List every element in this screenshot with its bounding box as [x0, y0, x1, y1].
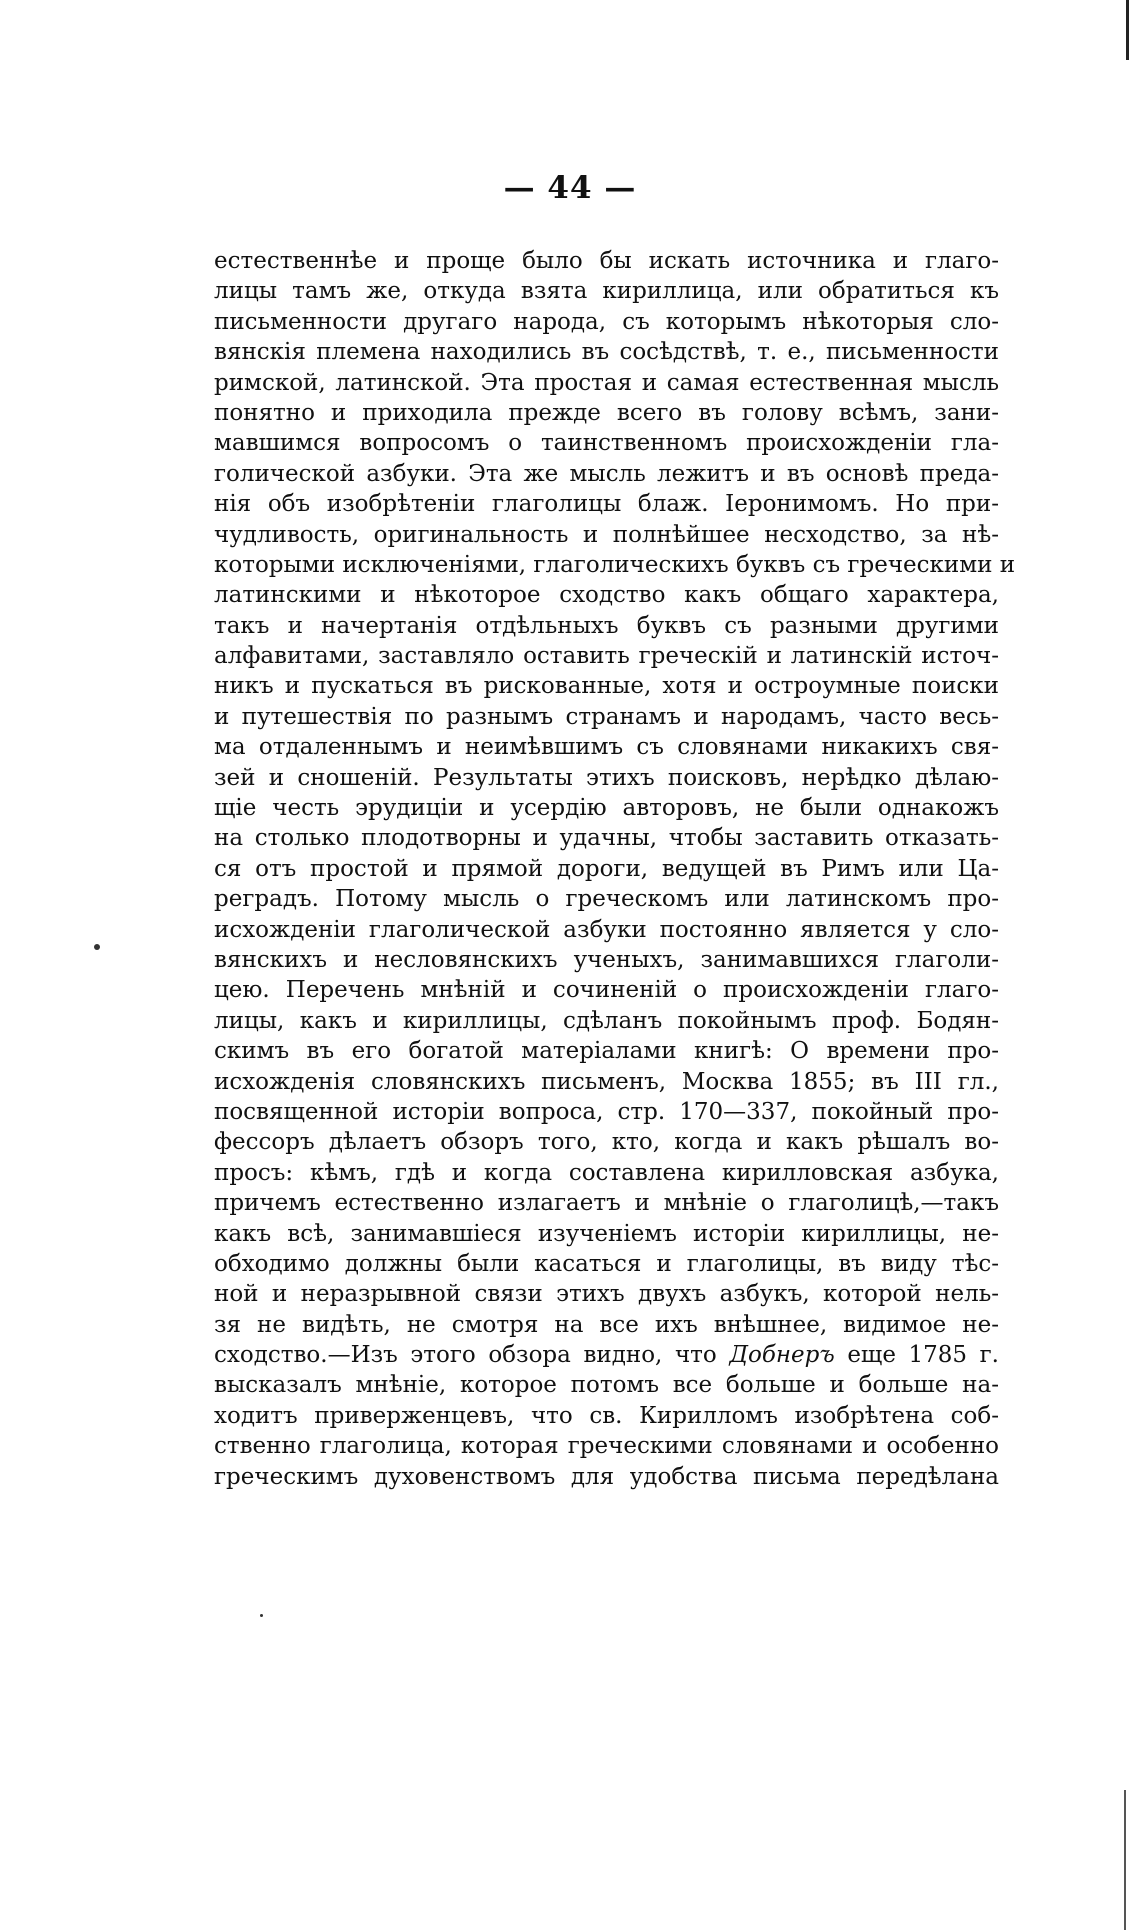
text-line: мавшимся вопросомъ о таинственномъ происхожденіи гла-	[214, 430, 999, 457]
text-line: фессоръ дѣлаетъ обзоръ того, кто, когда и какъ рѣшалъ во-	[214, 1129, 999, 1156]
text-line: латинскими и нѣкоторое сходство какъ общаго характера,	[214, 582, 999, 609]
text-line: зей и сношеній. Результаты этихъ поисковъ, нерѣдко дѣлаю-	[214, 764, 999, 791]
text-line: просъ: кѣмъ, гдѣ и когда составлена кирилловская азбука,	[214, 1159, 999, 1186]
text-line: которыми исключеніями, глаголическихъ буквъ съ греческими и	[214, 551, 1016, 578]
text-line: греческимъ духовенствомъ для удобства письма передѣлана	[214, 1463, 999, 1490]
text-line: естественнѣе и проще было бы искать источника и глаго-	[214, 248, 999, 274]
text-line: сходство.—Изъ этого обзора видно, что Добнеръ еще 1785 г.	[214, 1342, 999, 1369]
page-edge-rule-bottom	[1124, 1790, 1126, 1930]
text-line: ма отдаленнымъ и неимѣвшимъ съ словянами никакихъ свя-	[214, 734, 999, 761]
text-line: и путешествія по разнымъ странамъ и народамъ, часто весь-	[214, 703, 999, 730]
text-line: ственно глаголица, которая греческими словянами и особенно	[214, 1433, 999, 1460]
text-line: вянскихъ и несловянскихъ ученыхъ, занимавшихся глаголи-	[214, 946, 999, 973]
text-line: обходимо должны были касаться и глаголицы, въ виду тѣс-	[214, 1250, 999, 1277]
text-line: ся отъ простой и прямой дороги, ведущей въ Римъ или Ца-	[214, 855, 999, 882]
text-line: никъ и пускаться въ рискованные, хотя и остроумные поиски	[214, 673, 999, 700]
text-line: исхожденіи глаголической азбуки постоянно является у сло-	[214, 916, 999, 943]
text-line: письменности другаго народа, съ которымъ нѣкоторыя сло-	[214, 308, 999, 335]
text-line: реградъ. Потому мысль о греческомъ или латинскомъ про-	[214, 886, 999, 913]
body-text	[214, 246, 1016, 1492]
text-line: алфавитами, заставляло оставить греческій и латинскій источ-	[214, 643, 999, 670]
text-line: голической азбуки. Эта же мысль лежитъ и въ основѣ преда-	[214, 460, 999, 487]
italic-name: Добнеръ	[729, 1342, 835, 1369]
text-line: вянскія племена находились въ сосѣдствѣ, т. е., письменности	[214, 339, 999, 366]
text-line: нія объ изобрѣтеніи глаголицы блаж. Іеронимомъ. Но при-	[214, 491, 999, 518]
page-number: — 44 —	[503, 170, 637, 206]
text-line: чудливость, оригинальность и полнѣйшее несходство, за нѣ-	[214, 521, 999, 548]
margin-speck	[94, 944, 100, 950]
text-line: зя не видѣть, не смотря на все ихъ внѣшнее, видимое не-	[214, 1311, 999, 1338]
text-line: понятно и приходила прежде всего въ голову всѣмъ, зани-	[214, 399, 999, 426]
text-line: высказалъ мнѣніе, которое потомъ все больше и больше на-	[214, 1372, 999, 1399]
text-line: такъ и начертанія отдѣльныхъ буквъ съ разными другими	[214, 612, 999, 639]
text-line: лицы тамъ же, откуда взята кириллица, или обратиться къ	[214, 278, 999, 305]
text-line: цею. Перечень мнѣній и сочиненій о происхожденіи глаго-	[214, 977, 999, 1004]
text-line: на столько плодотворны и удачны, чтобы заставить отказать-	[214, 825, 999, 852]
text-line: исхожденія словянскихъ письменъ, Москва 1855; въ III гл.,	[214, 1068, 999, 1095]
text-line: ной и неразрывной связи этихъ двухъ азбукъ, которой нель-	[214, 1281, 999, 1308]
text-line: какъ всѣ, занимавшіеся изученіемъ исторіи кириллицы, не-	[214, 1220, 999, 1247]
text-line: лицы, какъ и кириллицы, сдѣланъ покойнымъ проф. Бодян-	[214, 1007, 999, 1034]
text-line: щіе честь эрудиціи и усердію авторовъ, не были однакожъ	[214, 795, 999, 822]
text-line: римской, латинской. Эта простая и самая естественная мысль	[214, 369, 999, 396]
text-line: скимъ въ его богатой матеріалами книгѣ: О времени про-	[214, 1038, 999, 1065]
text-line: причемъ естественно излагаетъ и мнѣніе о глаголицѣ,—такъ	[214, 1190, 999, 1217]
text-line: посвященной исторіи вопроса, стр. 170—337, покойный про-	[214, 1098, 999, 1125]
page-edge-rule-top	[1126, 0, 1129, 60]
text-line: ходитъ приверженцевъ, что св. Кирилломъ изобрѣтена соб-	[214, 1402, 999, 1429]
margin-speck	[260, 1614, 263, 1617]
